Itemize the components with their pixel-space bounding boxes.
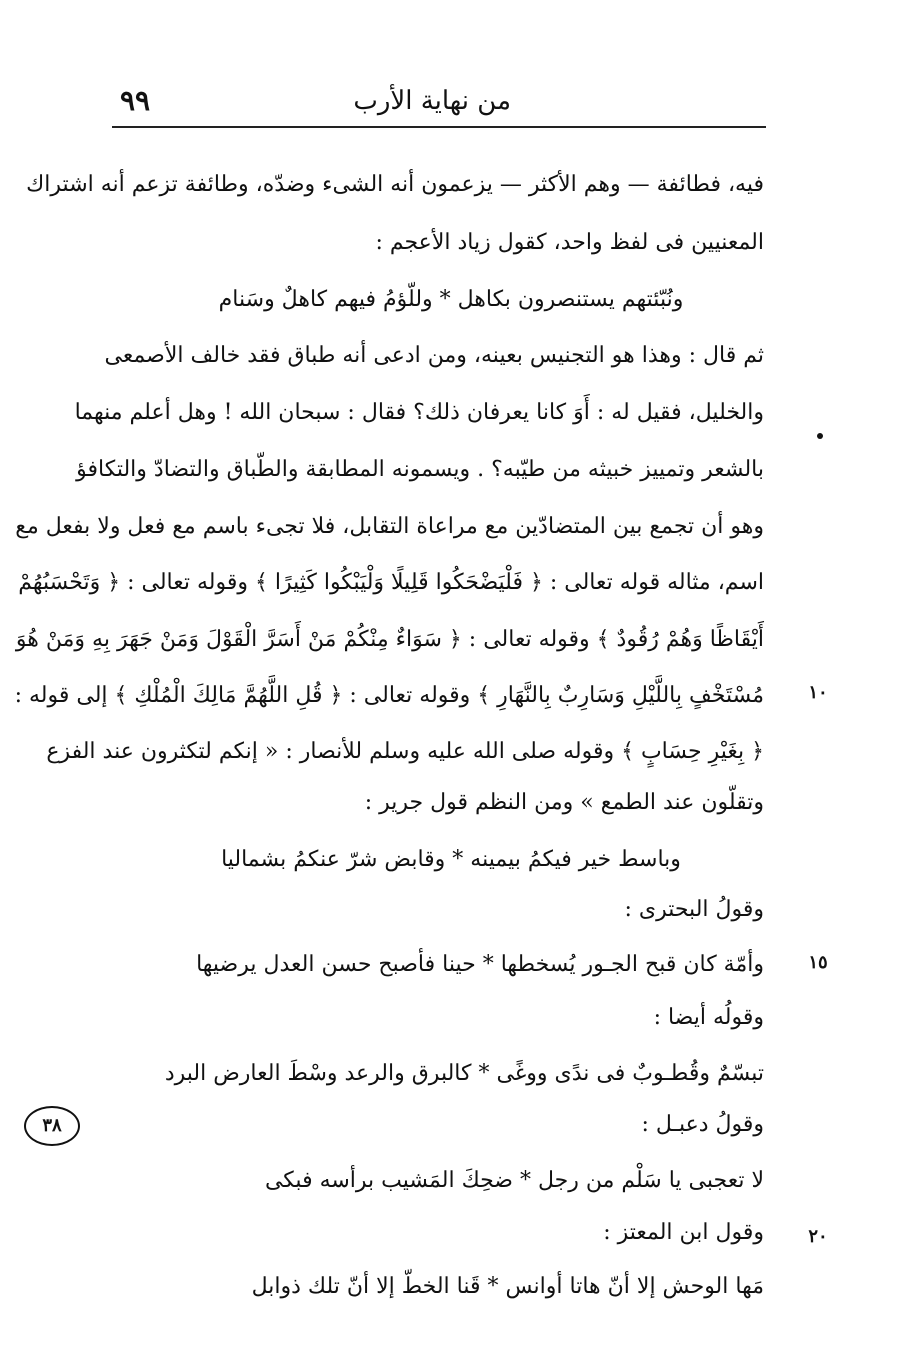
text-line: ﴿ بِغَيْرِ حِسَابٍ ﴾ وقوله صلى الله عليه وسلم للأنصار : « إنكم لتكثرون عند الفزع (46, 739, 764, 764)
verse-line: وأمّة كان قبح الجـور يُسخطها * حينا فأصبح حسن العدل يرضيها (196, 952, 764, 977)
page-number: ٩٩ (120, 84, 151, 117)
text-line: أَيْقَاظًا وَهُمْ رُقُودٌ ﴾ وقوله تعالى : ﴿ سَوَاءٌ مِنْكُمْ مَنْ أَسَرَّ الْقَوْلَ وَمَنْ جَهَرَ بِهِ وَمَنْ هُوَ (15, 627, 764, 652)
text-line: ثم قال : وهذا هو التجنيس بعينه، ومن ادعى أنه طباق فقد خالف الأصمعى (104, 343, 764, 368)
text-line: وقولُ البحترى : (624, 897, 764, 922)
text-line: بالشعر وتمييز خبيثه من طيّبه؟ . ويسمونه المطابقة والطّباق والتضادّ والتكافؤ (76, 457, 764, 482)
verse-line: لا تعجبى يا سَلْم من رجل * ضحِكَ المَشيب برأسه فبكى (264, 1168, 764, 1193)
verse-line: ونُبّئتهم يستنصرون بكاهل * وللّؤمُ فيهم كاهلٌ وسَنام (218, 287, 684, 312)
text-line: فيه، فطائفة — وهم الأكثر — يزعمون أنه الشىء وضدّه، وطائفة تزعم أنه اشتراك (26, 172, 764, 197)
verse-line: تبسّمٌ وقُطـوبٌ فى ندًى ووغًى * كالبرق والرعد وسْطَ العارض البرد (164, 1061, 764, 1086)
text-line: وهو أن تجمع بين المتضادّين مع مراعاة التقابل، فلا تجىء باسم مع فعل ولا بفعل مع (15, 514, 764, 539)
text-line: المعنيين فى لفظ واحد، كقول زياد الأعجم : (375, 230, 764, 255)
running-title: من نهاية الأرب (353, 86, 511, 116)
text-line: وقولُ دعبـل : (641, 1112, 764, 1137)
text-line: وتقلّون عند الطمع » ومن النظم قول جرير : (364, 790, 764, 815)
line-number-15: ١٥ (808, 952, 828, 973)
verse-line: وباسط خير فيكمُ بيمينه * وقابض شرّ عنكمُ بشماليا (221, 847, 681, 872)
page-header (112, 80, 766, 128)
margin-dot (817, 433, 823, 439)
text-line: مُسْتَخْفٍ بِاللَّيْلِ وَسَارِبٌ بِالنَّهَارِ ﴾ وقوله تعالى : ﴿ قُلِ اللَّهُمَّ مَالِكَ الْمُلْكِ ﴾ إلى قوله : (14, 683, 764, 708)
text-line: وقول ابن المعتز : (603, 1220, 764, 1245)
text-line: والخليل، فقيل له : أَوَ كانا يعرفان ذلك؟ فقال : سبحان الله ! وهل أعلم منهما (74, 400, 764, 425)
text-line: وقولُه أيضا : (653, 1005, 764, 1030)
verse-line: مَها الوحش إلا أنّ هاتا أوانس * قَنا الخطّ إلا أنّ تلك ذوابل (251, 1274, 764, 1299)
line-number-20: ٢٠ (808, 1226, 828, 1247)
library-stamp: ٣٨ (24, 1106, 80, 1146)
line-number-10: ١٠ (808, 682, 828, 703)
text-line: اسم، مثاله قوله تعالى : ﴿ فَلْيَضْحَكُوا قَلِيلًا وَلْيَبْكُوا كَثِيرًا ﴾ وقوله تعالى : ﴿ وَتَحْسَبُهُمْ (18, 570, 764, 595)
